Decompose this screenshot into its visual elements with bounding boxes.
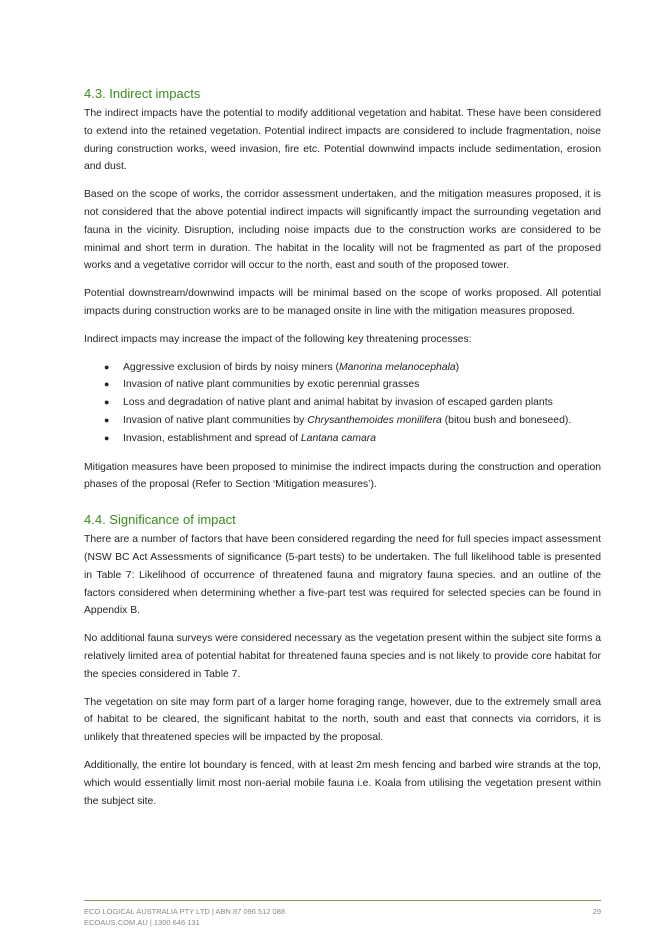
paragraph: The indirect impacts have the potential to modify additional vegetation and habitat. These have been considered to extend into the retained vegetation. Potential indirect impacts are considered to include fragmentation, noise during construction works, weed invasion, fire etc. Potential downwind impacts include sedimentation, erosion and dust. [84,108,601,173]
paragraph: Based on the scope of works, the corridor assessment undertaken, and the mitigation measures proposed, it is not considered that the above potential indirect impacts will significantly impact the surrounding vegetation and fauna in the vicinity. Disruption, including noise impacts due to the construction works are considered to be minimal and short term in duration. The habitat in the locality will not be fragmented as part of the proposed works and a vegetative corridor will occur to the north, east and south of the proposed tower. [84,189,601,272]
paragraph: Additionally, the entire lot boundary is fenced, with at least 2m mesh fencing and barbed wire strands at the top, which would essentially limit most non-aerial mobile fauna i.e. Koala from utilising the vegetation present within the subject site. [84,759,601,807]
bullet-icon: ● [104,361,110,372]
section-heading-indirect-impacts: 4.3. Indirect impacts [84,86,201,101]
bullet-icon: ● [104,379,110,390]
bullet-icon: ● [104,432,110,443]
paragraph: Mitigation measures have been proposed to minimise the indirect impacts during the construction and operation phases of the proposal (Refer to Section ‘Mitigation measures’). [84,461,601,491]
list-item: ● Aggressive exclusion of birds by noisy miners (Manorina melanocephala) [84,359,601,377]
footer-divider [84,900,601,901]
page-number: 29 [592,907,601,916]
list-item: ● Loss and degradation of native plant and animal habitat by invasion of escaped garden plants [84,394,601,412]
bullet-icon: ● [104,414,110,425]
list-item: ● Invasion, establishment and spread of Lantana camara [84,430,601,448]
page-footer [84,906,601,928]
paragraph: There are a number of factors that have been considered regarding the need for full species impact assessment (NSW BC Act Assessments of significance (5-part tests) to be undertaken. The full likelihood table is presented in Table 7: Likelihood of occurrence of threatened fauna and migratory fauna species. and an outline of the factors considered when determining whether a five-part test was required for selected species can be found in Appendix B. [84,534,601,617]
list-item: ● Invasion of native plant communities by Chrysanthemoides monilifera (bitou bush and boneseed). [84,412,601,430]
section-heading-significance-of-impact: 4.4. Significance of impact [84,512,236,528]
paragraph: No additional fauna surveys were considered necessary as the vegetation present within the subject site forms a relatively limited area of potential habitat for threatened fauna species and is not likely to provide core habitat for the species considered in Table 7. [84,633,601,680]
footer-company: ECO LOGICAL AUSTRALIA PTY LTD | ABN 87 096 512 088 [84,907,286,916]
page-content [84,85,601,820]
footer-contact: ECOAUS.COM.AU | 1300 646 131 [84,918,200,927]
list-item: ● Invasion of native plant communities by exotic perennial grasses [84,376,601,394]
bullet-icon: ● [104,397,110,408]
threatening-processes-list [84,359,601,448]
paragraph: Potential downstream/downwind impacts will be minimal based on the scope of works proposed. All potential impacts during construction works are to be managed onsite in line with the mitigation measures proposed. [84,288,601,317]
paragraph: The vegetation on site may form part of a larger home foraging range, however, due to the extremely small area of habitat to be cleared, the significant habitat to the north, south and east that connects via corridors, it is unlikely that threatened species will be impacted by the proposal. [84,696,601,744]
paragraph: Indirect impacts may increase the impact of the following key threatening processes: [84,333,472,345]
